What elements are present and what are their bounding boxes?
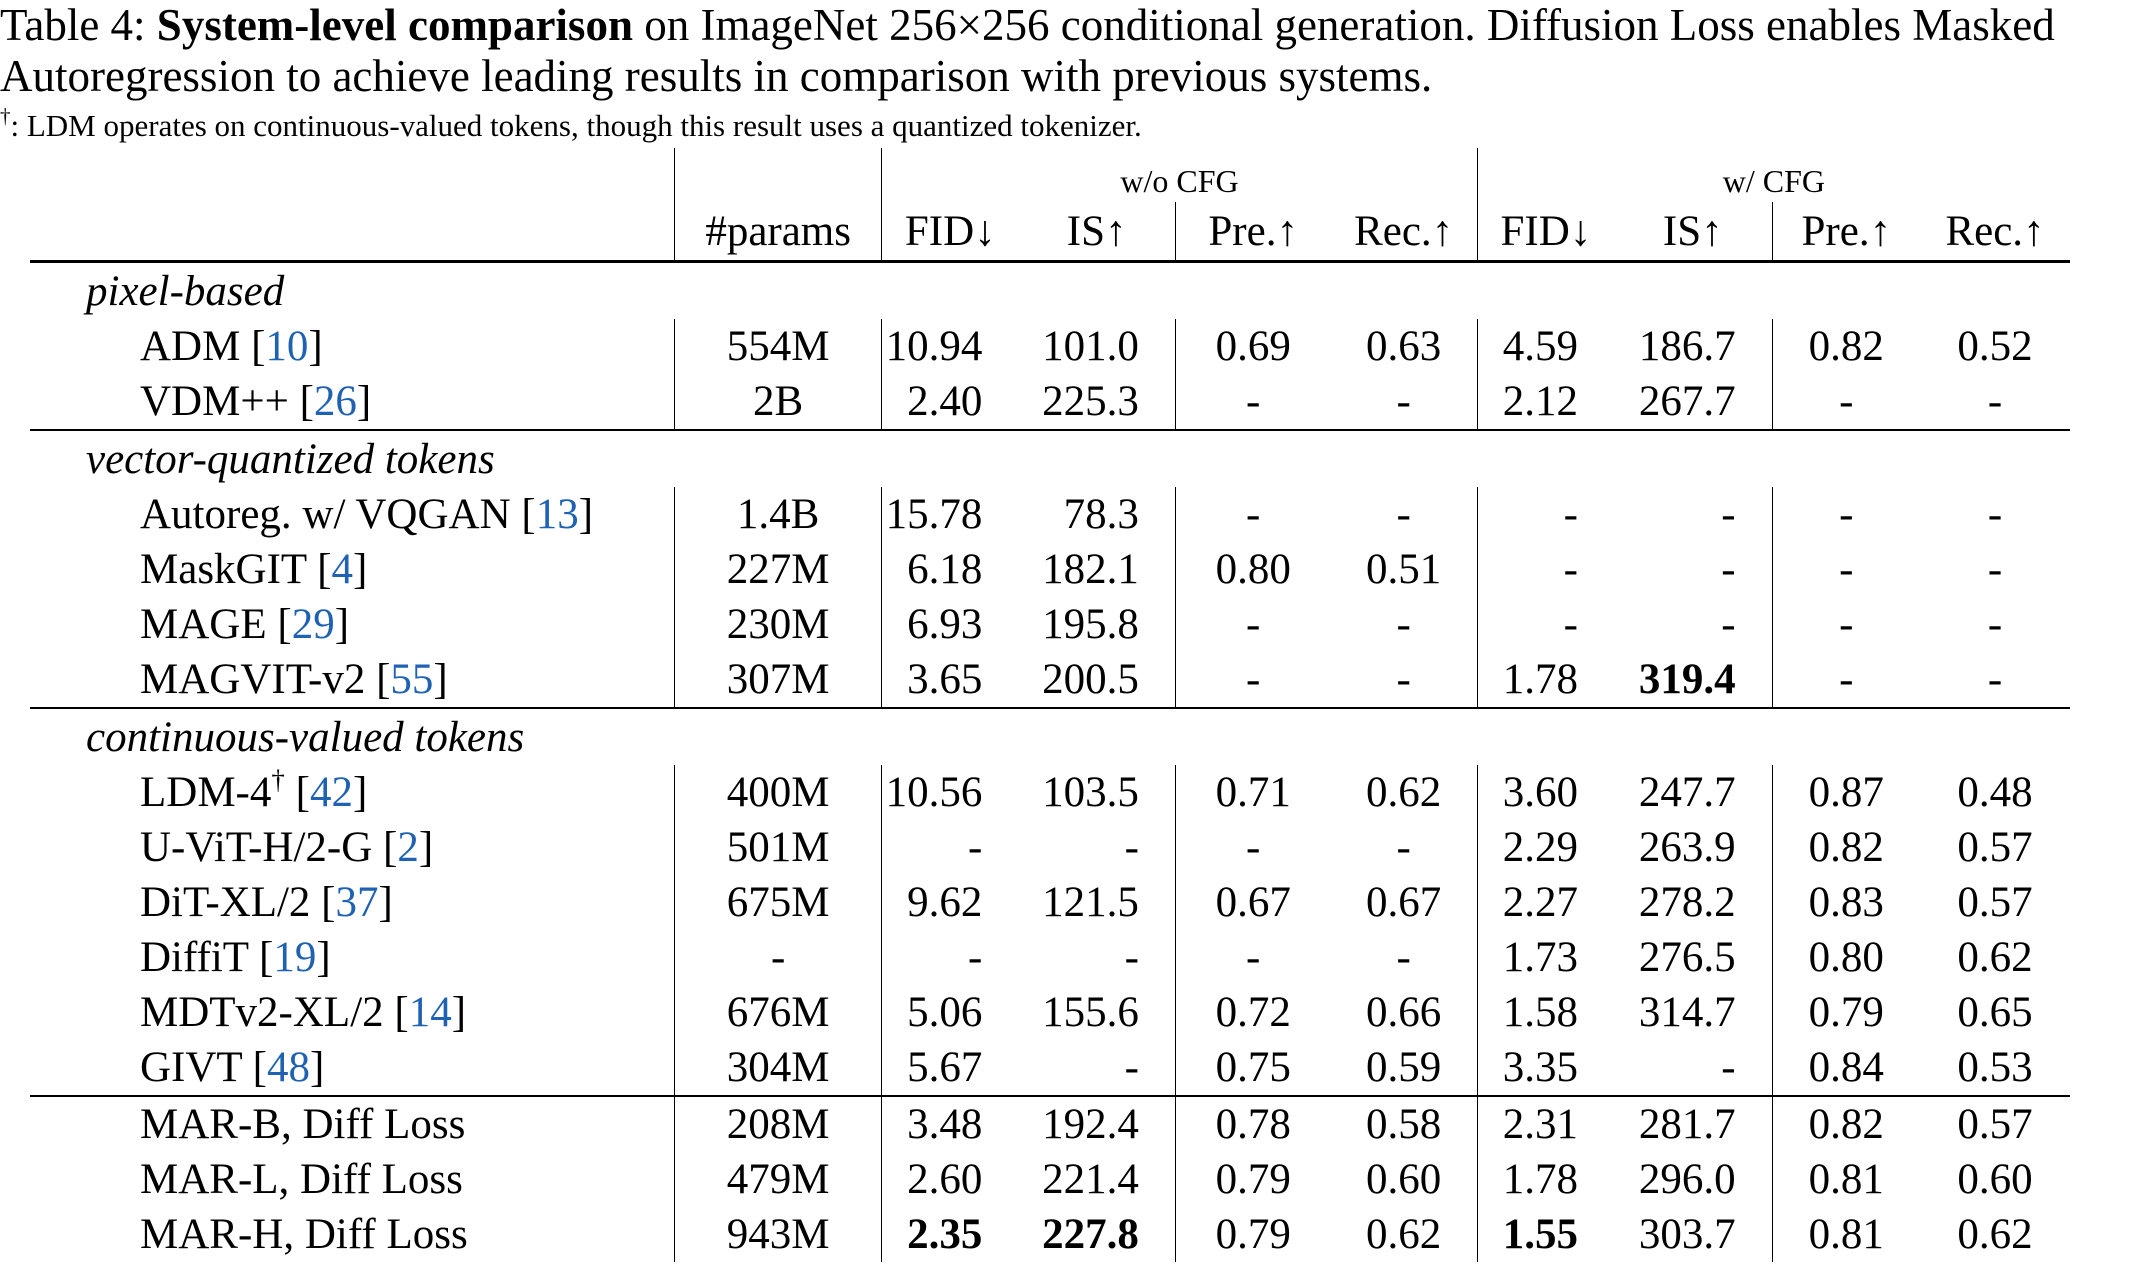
- citation-link[interactable]: 19: [273, 934, 317, 981]
- header-pre: Pre.↑: [1175, 202, 1330, 262]
- table-caption: [0, 0, 2115, 102]
- cell-pre: 0.79: [1175, 1207, 1330, 1262]
- method-label: VDM++ [: [140, 378, 314, 425]
- cell-fid: -: [882, 820, 1019, 875]
- cell-fid: 5.67: [882, 1040, 1019, 1096]
- best-value: 319.4: [1638, 656, 1736, 703]
- cell-pre: 0.69: [1175, 319, 1330, 374]
- table-row: [30, 1207, 2070, 1262]
- method-label-end: ]: [309, 1044, 325, 1091]
- cell-pre: -: [1175, 930, 1330, 985]
- method-name: [30, 1096, 675, 1152]
- method-label-end: ]: [356, 378, 372, 425]
- cell-pre: -: [1175, 652, 1330, 708]
- cell-is-cfg: 276.5: [1638, 934, 1736, 981]
- method-name: [30, 820, 675, 875]
- header-is: IS↑: [1018, 202, 1175, 262]
- header-is-cfg: IS↑: [1614, 202, 1772, 262]
- table-row: [30, 597, 2070, 652]
- cell-pre-cfg: 0.81: [1772, 1207, 1920, 1262]
- cell-fid: 2.60: [882, 1152, 1019, 1207]
- cell-rec-cfg: 0.57: [1957, 824, 2033, 871]
- cell-fid-cfg: -: [1477, 487, 1614, 542]
- cell-fid-cfg: 1.78: [1477, 1152, 1614, 1207]
- header-fid-cfg: FID↓: [1477, 202, 1614, 262]
- cell-pre-cfg: 0.84: [1772, 1040, 1920, 1096]
- citation-link[interactable]: 10: [265, 323, 309, 370]
- cell-rec: -: [1396, 378, 1411, 425]
- cell-fid: 2.40: [882, 374, 1019, 430]
- cell-pre-cfg: 0.82: [1772, 319, 1920, 374]
- method-name: [30, 985, 675, 1040]
- cell-pre: -: [1175, 597, 1330, 652]
- citation-link[interactable]: 4: [331, 546, 353, 593]
- cell-is: 101.0: [1042, 323, 1139, 370]
- cell-fid-cfg: 2.12: [1477, 374, 1614, 430]
- cell-fid: 6.93: [882, 597, 1019, 652]
- cell-pre-cfg: 0.80: [1772, 930, 1920, 985]
- table-row: [30, 542, 2070, 597]
- group-header-row: [30, 708, 2070, 765]
- cell-fid: 9.62: [882, 875, 1019, 930]
- cell-rec-cfg: 0.62: [1957, 1211, 2033, 1258]
- caption-label: Table 4:: [0, 0, 146, 50]
- header-rec: Rec.↑: [1330, 202, 1477, 262]
- cell-params: 227M: [726, 546, 830, 593]
- cell-rec: 0.58: [1330, 1096, 1477, 1152]
- method-label-mid: [: [284, 769, 310, 816]
- cell-fid-cfg: -: [1477, 542, 1614, 597]
- citation-link[interactable]: 48: [266, 1044, 310, 1091]
- citation-link[interactable]: 2: [397, 824, 419, 871]
- cell-rec-cfg: 0.62: [1957, 934, 2033, 981]
- cell-is: 78.3: [1063, 491, 1139, 538]
- cell-pre: 0.71: [1175, 765, 1330, 820]
- group-title: vector-quantized tokens: [30, 430, 2070, 487]
- cell-fid-cfg: 1.58: [1477, 985, 1614, 1040]
- citation-link[interactable]: 55: [390, 656, 434, 703]
- method-label-end: ]: [578, 491, 594, 538]
- cell-is-cfg: -: [1721, 601, 1736, 648]
- citation-link[interactable]: 26: [313, 378, 357, 425]
- cell-is: -: [1124, 934, 1139, 981]
- cell-fid: 10.56: [882, 765, 1019, 820]
- cell-fid-cfg: 3.35: [1477, 1040, 1614, 1096]
- cell-pre: -: [1175, 487, 1330, 542]
- cell-rec-cfg: -: [1987, 656, 2003, 703]
- cell-is-cfg: [1614, 652, 1772, 708]
- cell-is: 155.6: [1042, 989, 1139, 1036]
- citation-link[interactable]: 14: [408, 989, 452, 1036]
- method-name: [30, 765, 675, 820]
- table-row: [30, 820, 2070, 875]
- cell-params: 304M: [726, 1044, 830, 1091]
- cell-is-cfg: 314.7: [1638, 989, 1736, 1036]
- header-rec-cfg: Rec.↑: [1920, 202, 2070, 262]
- table-row: [30, 765, 2070, 820]
- cell-fid-cfg: 1.73: [1477, 930, 1614, 985]
- method-label: U-ViT-H/2-G [: [140, 824, 398, 871]
- cell-rec-cfg: 0.57: [1957, 879, 2033, 926]
- cell-is: [1018, 1207, 1175, 1262]
- method-name: [30, 930, 675, 985]
- cell-fid-cfg: 2.29: [1477, 820, 1614, 875]
- table-row: [30, 930, 2070, 985]
- cell-rec-cfg: -: [1987, 601, 2003, 648]
- method-label-end: ]: [308, 323, 323, 370]
- cell-fid: 3.48: [882, 1096, 1019, 1152]
- cell-fid-cfg: 2.31: [1477, 1096, 1614, 1152]
- cell-fid: 15.78: [882, 487, 1019, 542]
- citation-link[interactable]: 42: [309, 769, 353, 816]
- cell-is-cfg: 267.7: [1638, 378, 1736, 425]
- cell-fid: 3.65: [882, 652, 1019, 708]
- cell-params: 943M: [726, 1211, 830, 1258]
- method-label-end: ]: [352, 769, 368, 816]
- table-row: [30, 652, 2070, 708]
- table-row: [30, 374, 2070, 430]
- cell-rec: 0.51: [1366, 546, 1442, 593]
- method-name: [30, 542, 675, 597]
- method-name: [30, 1207, 675, 1262]
- cell-rec: -: [1396, 491, 1411, 538]
- cell-is: 103.5: [1042, 769, 1139, 816]
- results-table: [30, 148, 2070, 1262]
- cell-params: 400M: [726, 769, 830, 816]
- cell-pre: 0.80: [1175, 542, 1330, 597]
- method-name: [30, 374, 675, 430]
- cell-pre: 0.79: [1175, 1152, 1330, 1207]
- cell-fid-cfg: 4.59: [1477, 319, 1614, 374]
- citation-link[interactable]: 37: [335, 879, 379, 926]
- cell-fid: -: [882, 930, 1019, 985]
- footnote-text: : LDM operates on continuous-valued tokens, though this result uses a quantized tokenizer.: [10, 108, 1142, 143]
- cell-params: 554M: [726, 323, 830, 370]
- method-label: Autoreg. w/ VQGAN [: [140, 491, 536, 538]
- method-name: [30, 875, 675, 930]
- table-row: [30, 985, 2070, 1040]
- cell-is: 200.5: [1042, 656, 1139, 703]
- method-name: [30, 597, 675, 652]
- group-title: pixel-based: [86, 267, 285, 315]
- cell-is-cfg: 296.0: [1638, 1156, 1736, 1203]
- method-label: MAGE [: [140, 601, 292, 648]
- cell-fid: 10.94: [882, 319, 1019, 374]
- method-label-end: ]: [334, 601, 350, 648]
- cell-is-cfg: -: [1721, 1044, 1736, 1091]
- cell-is: 182.1: [1042, 546, 1139, 593]
- method-name: [30, 652, 675, 708]
- cell-is: -: [1124, 824, 1139, 871]
- cell-pre-cfg: -: [1772, 374, 1920, 430]
- cell-params: 675M: [726, 879, 830, 926]
- cell-params: 230M: [726, 601, 830, 648]
- cell-fid-cfg: 2.27: [1477, 875, 1614, 930]
- method-label: MDTv2-XL/2 [: [140, 989, 409, 1036]
- method-label: MAR-H, Diff Loss: [140, 1211, 468, 1258]
- cell-params: 208M: [675, 1096, 882, 1152]
- cell-is-cfg: 278.2: [1638, 879, 1736, 926]
- caption-text: on ImageNet 256×256 conditional generation. Diffusion Loss enables Masked Autoregression to achieve leading results in comparison with previous systems.: [0, 0, 2055, 101]
- cell-rec-cfg: -: [1987, 491, 2003, 538]
- cell-is: -: [1124, 1044, 1139, 1091]
- table-row: [30, 875, 2070, 930]
- method-label-end: ]: [451, 989, 467, 1036]
- cell-fid: 6.18: [882, 542, 1019, 597]
- header-group-with-cfg: w/ CFG: [1477, 148, 2070, 202]
- method-name: [30, 487, 675, 542]
- cell-pre-cfg: 0.82: [1772, 1096, 1920, 1152]
- method-label-end: ]: [418, 824, 434, 871]
- cell-rec: 0.63: [1366, 323, 1442, 370]
- table-row: [30, 1152, 2070, 1207]
- cell-pre-cfg: 0.83: [1772, 875, 1920, 930]
- group-header-row: [30, 262, 2070, 320]
- cell-pre-cfg: 0.81: [1772, 1152, 1920, 1207]
- table-row: [30, 1096, 2070, 1152]
- method-label: LDM-4: [140, 769, 272, 816]
- cell-rec-cfg: 0.48: [1957, 769, 2033, 816]
- method-label: MaskGIT [: [140, 546, 332, 593]
- citation-link[interactable]: 29: [291, 601, 335, 648]
- caption-bold-title: System-level comparison: [156, 0, 633, 50]
- method-label: MAGVIT-v2 [: [140, 656, 391, 703]
- cell-is-cfg: -: [1721, 546, 1736, 593]
- cell-rec: 0.66: [1366, 989, 1442, 1036]
- cell-is-cfg: 303.7: [1638, 1211, 1736, 1258]
- cell-pre-cfg: 0.79: [1772, 985, 1920, 1040]
- cell-rec-cfg: 0.60: [1957, 1156, 2033, 1203]
- cell-pre-cfg: 0.87: [1772, 765, 1920, 820]
- cell-rec: 0.59: [1366, 1044, 1442, 1091]
- method-name: [30, 1152, 675, 1207]
- cell-pre: 0.78: [1175, 1096, 1330, 1152]
- cell-is: 225.3: [1042, 378, 1139, 425]
- best-value: 227.8: [1042, 1211, 1139, 1258]
- citation-link[interactable]: 13: [535, 491, 579, 538]
- header-params: #params: [675, 202, 882, 262]
- cell-rec: 0.62: [1366, 1211, 1442, 1258]
- cell-rec-cfg: 0.65: [1957, 989, 2033, 1036]
- table-footnote: [0, 104, 1142, 144]
- method-name: [30, 319, 675, 374]
- cell-pre-cfg: -: [1772, 487, 1920, 542]
- cell-params: 1.4B: [736, 491, 820, 538]
- cell-fid: [882, 1207, 1019, 1262]
- cell-is-cfg: -: [1721, 491, 1736, 538]
- cell-pre-cfg: -: [1772, 652, 1920, 708]
- cell-rec: -: [1396, 824, 1411, 871]
- method-label-end: ]: [352, 546, 368, 593]
- cell-params: 479M: [726, 1156, 830, 1203]
- best-value: 1.55: [1502, 1211, 1578, 1258]
- cell-fid-cfg: [1477, 1207, 1614, 1262]
- cell-params: 501M: [726, 824, 830, 871]
- cell-params: -: [770, 934, 786, 981]
- cell-is: 192.4: [1018, 1096, 1175, 1152]
- method-label-end: ]: [316, 934, 331, 981]
- cell-fid-cfg: 3.60: [1477, 765, 1614, 820]
- method-label: ADM [: [140, 323, 266, 370]
- method-name: [30, 1040, 675, 1096]
- header-pre-cfg: Pre.↑: [1772, 202, 1920, 262]
- group-title: continuous-valued tokens: [30, 708, 2070, 765]
- cell-params: 2B: [753, 378, 804, 425]
- cell-rec-cfg: -: [1987, 378, 2003, 425]
- cell-rec: -: [1396, 934, 1411, 981]
- method-label: DiT-XL/2 [: [140, 879, 336, 926]
- table-row: [30, 319, 2070, 374]
- cell-params: 676M: [726, 989, 830, 1036]
- cell-pre: -: [1175, 374, 1330, 430]
- group-header-row: [30, 430, 2070, 487]
- cell-rec-cfg: 0.53: [1957, 1044, 2033, 1091]
- cell-fid-cfg: 1.78: [1477, 652, 1614, 708]
- cell-is: 221.4: [1042, 1156, 1139, 1203]
- table-row: [30, 487, 2070, 542]
- method-label: MAR-L, Diff Loss: [140, 1156, 463, 1203]
- cell-is-cfg: 263.9: [1638, 824, 1736, 871]
- cell-is-cfg: 247.7: [1638, 769, 1736, 816]
- header-fid: FID↓: [882, 202, 1019, 262]
- method-label: MAR-B, Diff Loss: [140, 1101, 466, 1148]
- header-column-row: [30, 202, 2070, 262]
- best-value: 2.35: [907, 1211, 983, 1258]
- cell-rec-cfg: 0.52: [1957, 323, 2033, 370]
- cell-fid: 5.06: [882, 985, 1019, 1040]
- footnote-dagger: †: [0, 104, 11, 128]
- table-row: [30, 1040, 2070, 1096]
- cell-rec-cfg: 0.57: [1920, 1096, 2070, 1152]
- cell-is: 121.5: [1042, 879, 1139, 926]
- cell-is: 195.8: [1042, 601, 1139, 648]
- cell-pre-cfg: 0.82: [1772, 820, 1920, 875]
- cell-pre-cfg: -: [1772, 542, 1920, 597]
- header-group-without-cfg: w/o CFG: [882, 148, 1478, 202]
- cell-pre: 0.72: [1175, 985, 1330, 1040]
- cell-is-cfg: 186.7: [1638, 323, 1736, 370]
- cell-pre: -: [1175, 820, 1330, 875]
- cell-rec: -: [1396, 601, 1411, 648]
- header-group-row: [30, 148, 2070, 202]
- cell-pre-cfg: -: [1772, 597, 1920, 652]
- method-label-end: ]: [378, 879, 393, 926]
- method-label: DiffiT [: [140, 934, 274, 981]
- cell-rec: -: [1396, 656, 1411, 703]
- cell-pre: 0.67: [1175, 875, 1330, 930]
- cell-params: 307M: [726, 656, 830, 703]
- cell-fid-cfg: -: [1477, 597, 1614, 652]
- cell-rec: 0.67: [1366, 879, 1442, 926]
- cell-rec: 0.62: [1366, 769, 1442, 816]
- cell-rec-cfg: -: [1987, 546, 2003, 593]
- cell-rec: 0.60: [1366, 1156, 1442, 1203]
- cell-is-cfg: 281.7: [1614, 1096, 1772, 1152]
- method-label-end: ]: [433, 656, 448, 703]
- method-label: GIVT [: [140, 1044, 267, 1091]
- cell-pre: 0.75: [1175, 1040, 1330, 1096]
- dagger-mark: †: [271, 765, 285, 795]
